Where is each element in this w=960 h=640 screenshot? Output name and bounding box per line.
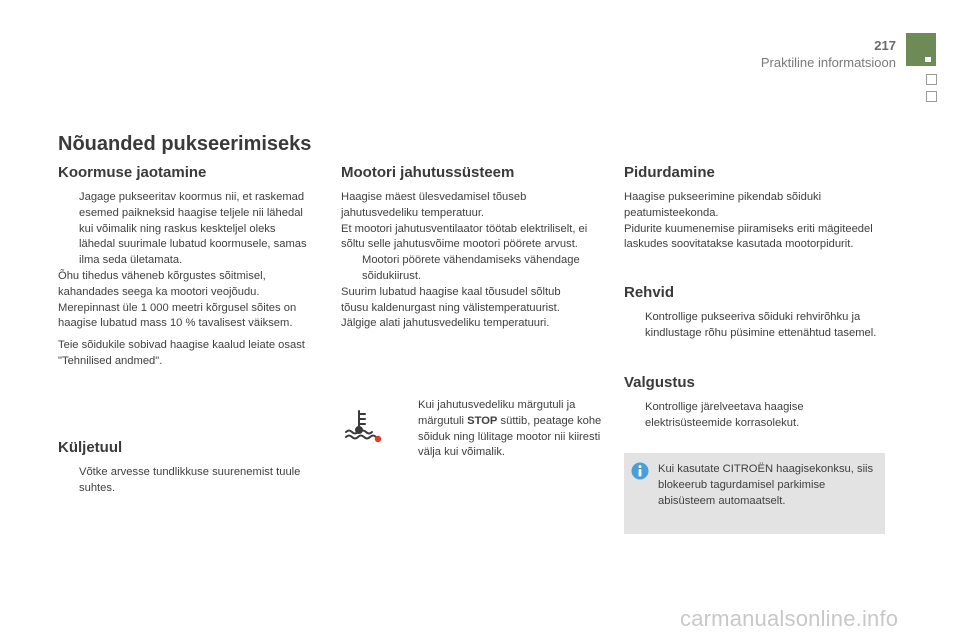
watermark: carmanualsonline.info <box>680 606 899 631</box>
page-number: 217 <box>874 38 896 53</box>
heading-lighting: Valgustus <box>624 374 695 391</box>
heading-engine-cooling: Mootori jahutussüsteem <box>341 164 515 181</box>
chapter-tab-marker <box>906 33 936 66</box>
tab-box-outline <box>926 74 937 85</box>
info-icon <box>631 462 649 480</box>
paragraph-fan: Et mootori jahutusventilaator töötab elektriliselt, ei sõltu selle jahutusvõime mootori pöörete arvust. <box>341 222 588 251</box>
heading-tyres: Rehvid <box>624 284 675 301</box>
page-title: Nõuanded pukseerimiseks <box>58 133 312 155</box>
bullet-text: Kontrollige pukseeriva sõiduki rehvirõhku ja kindlustage rõhu püsimine ettenähtud tasemel. <box>645 311 877 339</box>
bullet-item <box>58 190 308 269</box>
warning-text-pre: Kui jahutusvedeliku märgutuli ja märgutuli <box>418 399 576 427</box>
bullet-item <box>624 400 880 432</box>
warning-text-post: süttib, peatage kohe sõiduk ning lülitage mootor nii kiiresti välja kui võimalik. <box>418 414 602 459</box>
tab-box-outline <box>926 91 937 102</box>
coolant-temperature-warning-icon <box>340 408 384 444</box>
paragraph-braking-distance: Haagise pukseerimine pikendab sõiduki peatumisteekonda. <box>624 191 822 219</box>
column-lighting <box>624 374 880 432</box>
paragraph-engine-braking: Pidurite kuumenemise piiramiseks eriti mägiteedel laskudes soovitatakse kasutada mootorpidurit. <box>624 222 873 251</box>
bullet-item <box>341 253 591 285</box>
bullet-item <box>58 465 308 497</box>
info-box <box>624 453 885 534</box>
column-load-distribution <box>58 164 308 370</box>
stop-label: STOP <box>467 414 498 427</box>
bullet-item <box>624 310 880 342</box>
warning-dot <box>375 436 381 442</box>
column-tyres <box>624 284 880 342</box>
info-text: Kui kasutate CITROËN haagisekonksu, siis blokeerub tagurdamisel parkimise abisüsteem automaatselt. <box>658 463 874 507</box>
bullet-text: Kontrollige järelveetava haagise elektrisüsteemide korrasolekut. <box>645 401 804 429</box>
heading-braking: Pidurdamine <box>624 164 715 181</box>
column-braking <box>624 164 880 253</box>
paragraph-max-weight: Suurim lubatud haagise kaal tõusudel sõltub tõusu kaldenurgast ning välistemperatuurist. Jälgige alati jahutusvedeliku temperatuuri. <box>341 285 561 330</box>
bullet-text: Võtke arvesse tundlikkuse suurenemist tuule suhtes. <box>79 466 301 494</box>
heading-load-distribution: Koormuse jaotamine <box>58 164 207 181</box>
paragraph-coolant-temp: Haagise mäest ülesvedamisel tõuseb jahutusvedeliku temperatuur. <box>341 191 527 219</box>
bullet-text: Jagage pukseeritav koormus nii, et raskemad esemed paikneksid haagise teljele nii lähedal kui võimalik ning raskus keskteljel oleks lähedal suurimale lubatud koormusele, samas ilma seda ületamata. <box>79 191 307 267</box>
bullet-item <box>397 398 605 461</box>
heading-crosswind: Küljetuul <box>58 439 123 456</box>
bullet-text: Mootori pöörete vähendamiseks vähendage sõidukiirust. <box>362 254 580 282</box>
paragraph-air-density: Õhu tihedus väheneb kõrgustes sõitmisel, kahandades seega ka mootori veojõudu. Merepinnast üle 1 000 meetri kõrgusel sõites on haagise lubatud mass 10 % tavalisest väiksem. <box>58 269 297 330</box>
tab-marker-square <box>925 57 931 62</box>
paragraph-trailer-weights: Teie sõidukile sobivad haagise kaalud leiate osast "Tehnilised andmed". <box>58 339 305 367</box>
coolant-warning-note <box>397 398 605 461</box>
column-crosswind <box>58 439 308 497</box>
column-engine-cooling <box>341 164 591 332</box>
chapter-title: Praktiline informatsioon <box>760 55 896 70</box>
